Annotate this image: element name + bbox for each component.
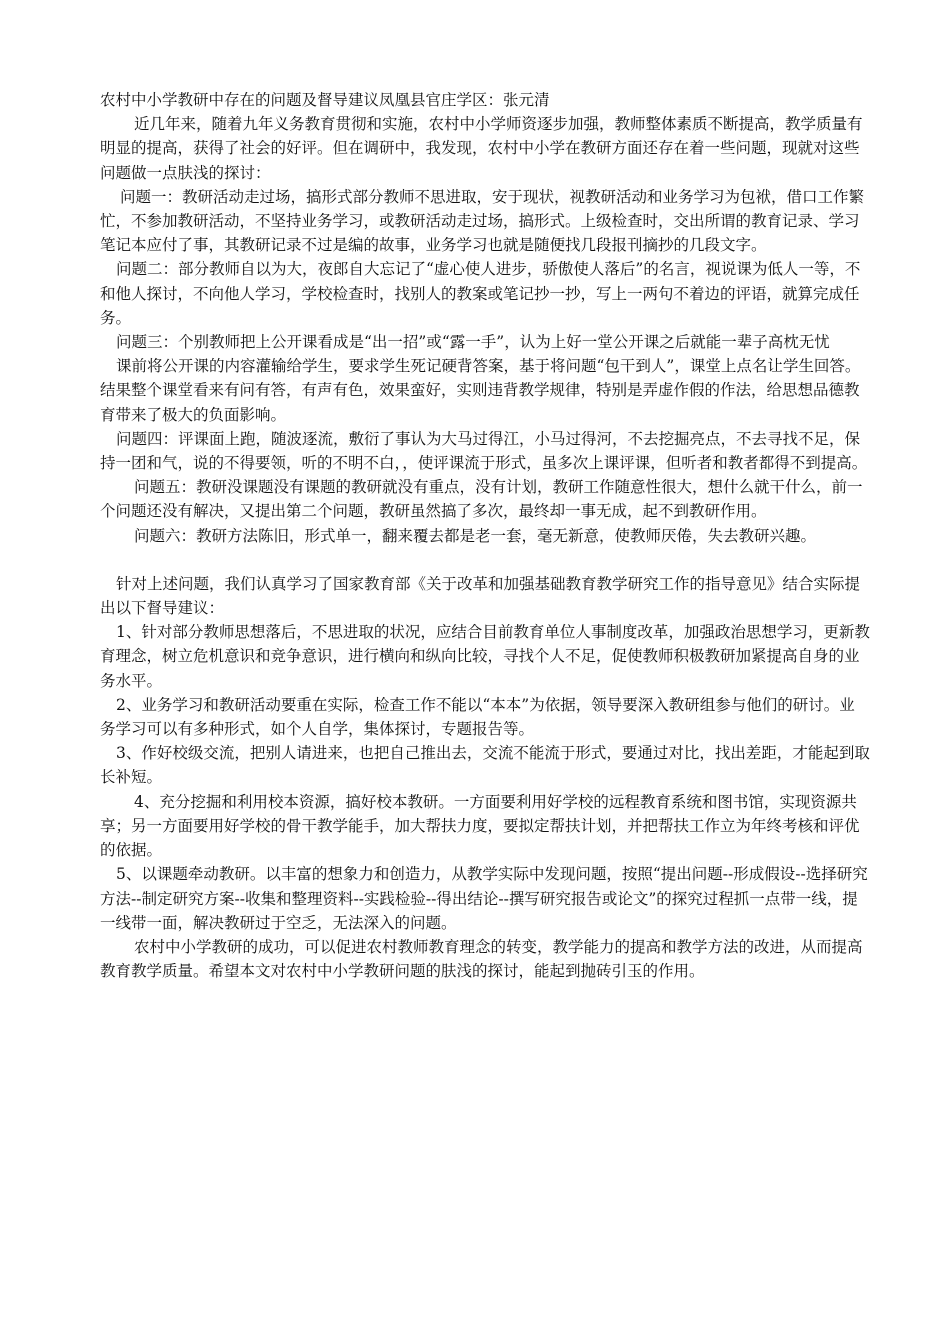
problem-four-paragraph: 问题四：评课面上跑，随波逐流，敷衍了事认为大马过得江，小马过得河，不去挖掘亮点，不去寻找不足，保持一团和气，说的不得要领，听的不明不白，，使评课流于形式，虽多次上课评课，但听者和教者都得不到提高。 [100,429,868,473]
document-body [100,88,870,983]
suggestion-three-paragraph: 3、作好校级交流，把别人请进来，也把自己推出去，交流不能流于形式，要通过对比，找出差距，才能起到取长补短。 [100,744,870,787]
suggestion-five-paragraph: 5、以课题牵动教研。以丰富的想象力和创造力，从教学实际中发现问题，按照“提出问题--形成假设--选择研究方法--制定研究方案--收集和整理资料--实践检验--得出结论--撰写研究报告或论文”的探究过程抓一点带一线，提一线带一面，解决教研过于空乏，无法深入的问题。 [100,865,868,932]
problem-one-paragraph: 问题一：教研活动走过场，搞形式部分教师不思进取，安于现状，视教研活动和业务学习为包袱，借口工作繁忙，不参加教研活动，不坚持业务学习，或教研活动走过场，搞形式。上级检查时，交出所谓的教育记录、学习笔记本应付了事，其教研记录不过是编的故事，业务学习也就是随便找几段报刊摘抄的几段文字。 [100,187,865,255]
paragraph-gap [100,548,870,572]
suggestion-one-paragraph: 1、针对部分教师思想落后，不思进取的状况，应结合目前教育单位人事制度改革，加强政治思想学习，更新教育理念，树立危机意识和竞争意识，进行横向和纵向比较，寻找个人不足，促使教师积极教研加紧提高自身的业务水平。 [100,623,870,690]
suggestion-two-paragraph: 2、业务学习和教研活动要重在实际，检查工作不能以“本本”为依据，领导要深入教研组参与他们的研讨。业务学习可以有多种形式，如个人自学，集体探讨，专题报告等。 [100,695,855,739]
problem-three-paragraph: 问题三：个别教师把上公开课看成是“出一招”或“露一手”，认为上好一堂公开课之后就能一辈子高枕无忧 [116,333,830,352]
conclusion-paragraph: 农村中小学教研的成功，可以促进农村教师教育理念的转变，教学能力的提高和教学方法的改进，从而提高教育教学质量。希望本文对农村中小学教研问题的肤浅的探讨，能起到抛砖引玉的作用。 [100,937,863,981]
document-title: 农村中小学教研中存在的问题及督导建议凤凰县官庄学区：张元清 [100,91,550,109]
problem-two-paragraph: 问题二：部分教师自以为大，夜郎自大忘记了“虚心使人进步，骄傲使人落后”的名言，视说课为低人一等，不和他人探讨，不向他人学习，学校检查时，找别人的教案或笔记抄一抄，写上一两句不着边的评语，就算完成任务。 [100,260,861,327]
problem-three-detail-paragraph: 课前将公开课的内容灌输给学生，要求学生死记硬背答案，基于将问题“包干到人”，课堂上点名让学生回答。结果整个课堂看来有问有答，有声有色，效果蛮好，实则违背教学规律，特别是弄虚作假的作法，给思想品德教育带来了极大的负面影响。 [100,357,861,424]
problem-six-paragraph: 问题六：教研方法陈旧，形式单一，翻来覆去都是老一套，毫无新意，使教师厌倦，失去教研兴趣。 [134,526,817,545]
intro-paragraph: 近几年来，随着九年义务教育贯彻和实施，农村中小学师资逐步加强，教师整体素质不断提高，教学质量有明显的提高，获得了社会的好评。但在调研中，我发现，农村中小学在教研方面还存在着一些问题，现就对这些问题做一点肤浅的探讨： [100,115,863,182]
problem-five-paragraph: 问题五：教研没课题没有课题的教研就没有重点，没有计划，教研工作随意性很大，想什么就干什么，前一个问题还没有解决，又提出第二个问题，教研虽然搞了多次，最终却一事无成，起不到教研作用。 [100,478,863,521]
suggestions-intro-paragraph: 针对上述问题，我们认真学习了国家教育部《关于改革和加强基础教育教学研究工作的指导意见》结合实际提出以下督导建议： [100,574,861,618]
suggestion-four-paragraph: 4、充分挖掘和利用校本资源，搞好校本教研。一方面要利用好学校的远程教育系统和图书馆，实现资源共享；另一方面要用好学校的骨干教学能手，加大帮扶力度，要拟定帮扶计划，并把帮扶工作立为年终考核和评优的依据。 [100,792,860,860]
